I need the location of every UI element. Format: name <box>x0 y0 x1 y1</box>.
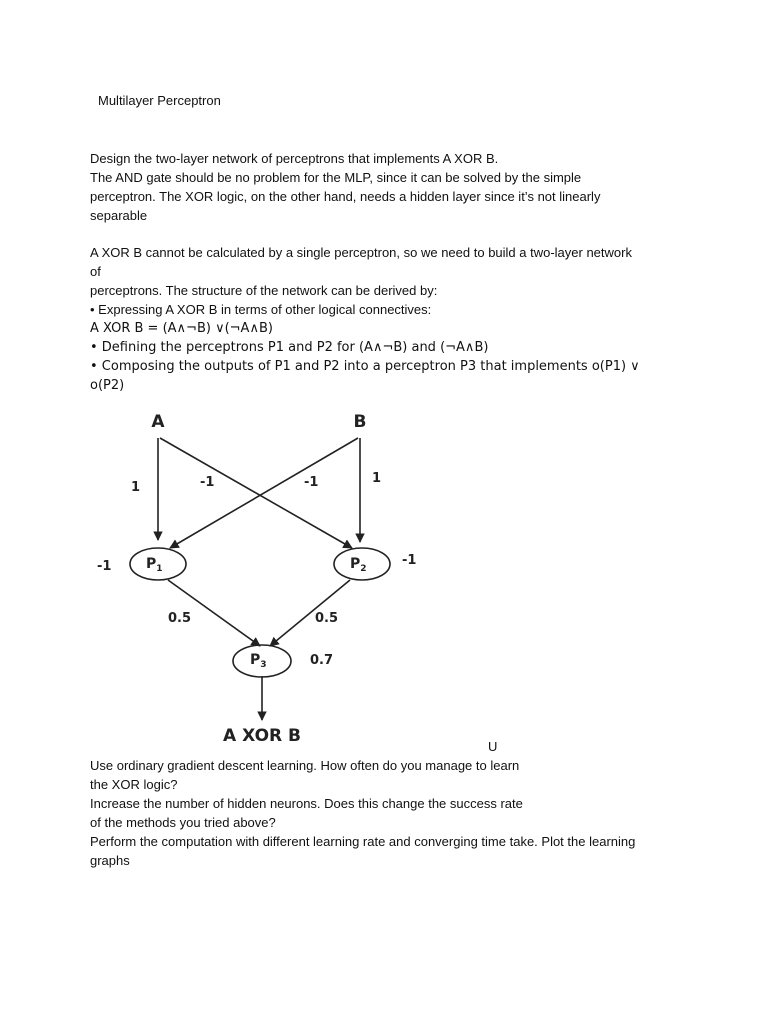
node-p2-label: $P_2$ <box>350 556 367 574</box>
node-p1-label: $P_1$ <box>146 556 163 574</box>
weight-p1-p3: 0.5 <box>168 611 192 626</box>
structure-paragraph <box>90 243 690 395</box>
page-title: Multilayer Perceptron <box>98 93 221 108</box>
structure-line: • Composing the outputs of P1 and P2 into a perceptron P3 that implements o(P1) ∨ <box>90 359 640 374</box>
structure-line: o(P2) <box>90 378 125 393</box>
intro-line: The AND gate should be no problem for the MLP, since it can be solved by the simple <box>90 170 582 185</box>
weight-b-p1: -1 <box>304 475 319 490</box>
output-label: A XOR B <box>223 726 301 745</box>
input-a-label: A <box>151 412 165 432</box>
questions-paragraph <box>90 756 690 870</box>
weight-a-p1: 1 <box>131 480 141 495</box>
question-line: Use ordinary gradient descent learning. How often do you manage to learn <box>90 758 520 773</box>
xor-formula: A XOR B = (A∧¬B) ∨(¬A∧B) <box>90 321 273 336</box>
structure-line: • Defining the perceptrons P1 and P2 for (A∧¬B) and (¬A∧B) <box>90 340 489 355</box>
weight-p2-p3: 0.5 <box>315 611 339 626</box>
weight-b-p2: 1 <box>372 471 382 486</box>
node-p3-label: $P_3$ <box>250 652 267 670</box>
intro-paragraph <box>90 149 690 225</box>
intro-line: perceptron. The XOR logic, on the other hand, needs a hidden layer since it’s not linearly <box>90 189 601 204</box>
bias-p1: -1 <box>97 559 112 574</box>
intro-line: separable <box>90 208 148 223</box>
structure-line: of <box>90 264 101 279</box>
question-line: Increase the number of hidden neurons. Does this change the success rate <box>90 796 523 811</box>
question-line: of the methods you tried above? <box>90 815 276 830</box>
intro-line: Design the two-layer network of perceptrons that implements A XOR B. <box>90 151 499 166</box>
structure-line: • Expressing A XOR B in terms of other logical connectives: <box>90 302 432 317</box>
weight-a-p2: -1 <box>200 475 215 490</box>
xor-network-diagram <box>90 400 450 745</box>
edge-b-p1 <box>170 438 358 548</box>
threshold-p3: 0.7 <box>310 653 334 668</box>
stray-character: U <box>488 739 498 754</box>
question-line: graphs <box>90 853 130 868</box>
structure-line: A XOR B cannot be calculated by a single perceptron, so we need to build a two-layer network <box>90 245 632 260</box>
structure-line: perceptrons. The structure of the network can be derived by: <box>90 283 438 298</box>
edge-a-p2 <box>160 438 352 548</box>
question-line: the XOR logic? <box>90 777 178 792</box>
bias-p2: -1 <box>402 553 417 568</box>
input-b-label: B <box>353 412 367 432</box>
question-line: Perform the computation with different learning rate and converging time take. Plot the learning <box>90 834 636 849</box>
